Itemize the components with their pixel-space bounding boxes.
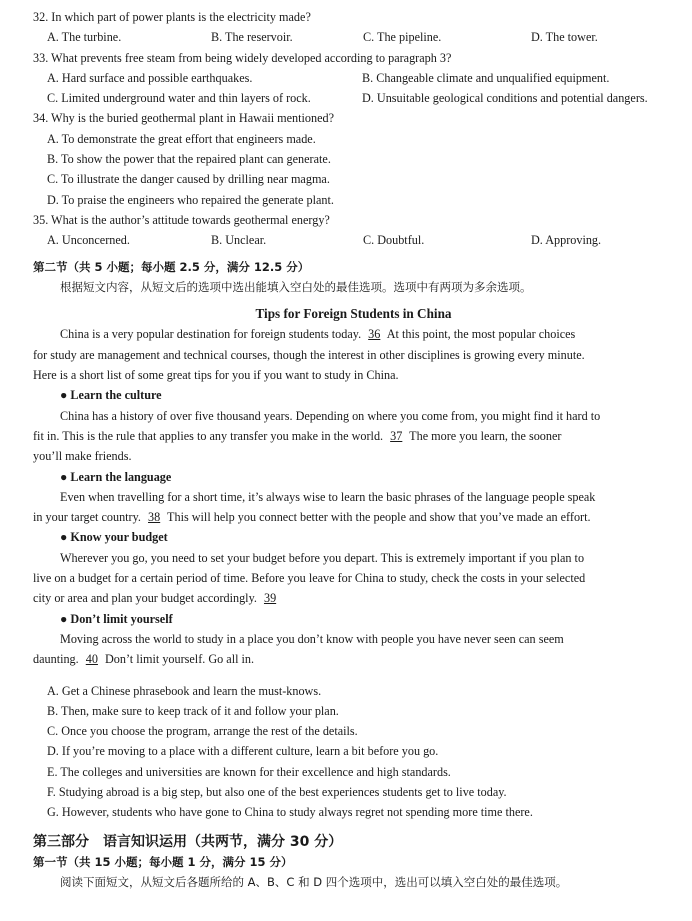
question-34-stem: 34. Why is the buried geothermal plant in Hawaii mentioned?: [33, 111, 334, 126]
passage-text: This will help you connect better with the people and show that you’ve made an effort.: [167, 510, 591, 525]
passage-paragraph-1-end: Here is a short list of some great tips for you if you want to study in China.: [33, 368, 399, 383]
passage-paragraph-5: Moving across the world to study in a place you don’t know with people you have never seen can seem: [60, 631, 564, 646]
tip-heading-limit: ● Don’t limit yourself: [60, 611, 173, 626]
passage-text: city or area and plan your budget accordingly.: [33, 591, 257, 606]
option-34-b: B. To show the power that the repaired plant can generate.: [47, 152, 331, 167]
option-32-a: A. The turbine.: [47, 30, 122, 45]
question-35-stem: 35. What is the author’s attitude towards geothermal energy?: [33, 212, 330, 227]
option-32-d: D. The tower.: [531, 30, 598, 45]
blank-38: 38: [148, 510, 161, 525]
question-33-stem: 33. What prevents free steam from being widely developed according to paragraph 3?: [33, 50, 452, 65]
passage-text: daunting.: [33, 652, 79, 667]
question-35-options: [33, 230, 674, 250]
section-2-heading: 第二节（共 5 小题；每小题 2.5 分，满分 12.5 分）: [33, 259, 310, 274]
passage-paragraph-2-cont: [33, 426, 674, 446]
passage-paragraph-3-cont: [33, 507, 674, 527]
passage-text: in your target country.: [33, 510, 141, 525]
passage-paragraph-4-cont: live on a budget for a certain period of time. Before you leave for China to study, check the costs in your selected: [33, 571, 586, 586]
passage-paragraph-4: Wherever you go, you need to set your budget before you depart. This is extremely important if you plan to: [60, 550, 585, 565]
option-35-c: C. Doubtful.: [363, 233, 425, 248]
part-3-instruction: 阅读下面短文，从短文后各题所给的 A、B、C 和 D 四个选项中，选出可以填入空白处的最佳选项。: [60, 875, 568, 890]
passage-paragraph-2-end: you’ll make friends.: [33, 449, 132, 464]
choice-c: C. Once you choose the program, arrange the rest of the details.: [47, 724, 358, 739]
part-3-subheading: 第一节（共 15 小题；每小题 1 分，满分 15 分）: [33, 854, 293, 869]
question-33-options-row1: [33, 68, 674, 88]
passage-text: The more you learn, the sooner: [409, 428, 562, 443]
question-33-options-row2: [33, 88, 674, 108]
passage-text: fit in. This is the rule that applies to any transfer you make in the world.: [33, 428, 384, 443]
option-33-c: C. Limited underground water and thin layers of rock.: [47, 91, 311, 106]
passage-paragraph-1: [33, 324, 674, 344]
passage-text: Don’t limit yourself. Go all in.: [104, 652, 255, 667]
blank-40: 40: [85, 652, 98, 667]
question-32-options: [33, 27, 674, 47]
option-34-a: A. To demonstrate the great effort that engineers made.: [47, 131, 316, 146]
passage-paragraph-2: China has a history of over five thousand years. Depending on where you come from, you might find it hard to: [60, 408, 601, 423]
tip-heading-language: ● Learn the language: [60, 469, 172, 484]
option-35-a: A. Unconcerned.: [47, 233, 130, 248]
option-34-c: C. To illustrate the danger caused by drilling near magma.: [47, 172, 330, 187]
choice-a: A. Get a Chinese phrasebook and learn the must-knows.: [47, 683, 322, 698]
blank-37: 37: [390, 428, 403, 443]
passage-text: China is a very popular destination for foreign students today.: [60, 327, 362, 342]
option-32-c: C. The pipeline.: [363, 30, 442, 45]
tip-heading-budget: ● Know your budget: [60, 530, 168, 545]
passage-paragraph-3: Even when travelling for a short time, it’s always wise to learn the basic phrases of the language people speak: [60, 489, 596, 504]
question-32-stem: 32. In which part of power plants is the electricity made?: [33, 10, 311, 24]
passage-text: for study are management and technical courses, though the interest in other disciplines is growing every minute.: [33, 347, 585, 362]
option-33-b: B. Changeable climate and unqualified equipment.: [362, 70, 610, 85]
part-3-heading: 第三部分 语言知识运用（共两节，满分 30 分）: [33, 833, 343, 850]
option-34-d: D. To praise the engineers who repaired the generate plant.: [47, 192, 334, 207]
option-33-a: A. Hard surface and possible earthquakes.: [47, 70, 253, 85]
passage-text: At this point, the most popular choices: [386, 327, 576, 342]
section-2-instruction: 根据短文内容，从短文后的选项中选出能填入空白处的最佳选项。选项中有两项为多余选项。: [60, 279, 532, 294]
choice-d: D. If you’re moving to a place with a different culture, learn a bit before you go.: [47, 744, 439, 759]
passage-paragraph-4-end: [33, 588, 674, 608]
blank-39: 39: [263, 591, 277, 606]
option-35-d: D. Approving.: [531, 233, 602, 248]
choice-b: B. Then, make sure to keep track of it and follow your plan.: [47, 703, 339, 718]
passage-paragraph-5-end: [33, 649, 674, 669]
option-35-b: B. Unclear.: [211, 233, 267, 248]
choice-g: G. However, students who have gone to China to study always regret not spending more time there.: [47, 805, 533, 820]
blank-36: 36: [368, 327, 381, 342]
passage-paragraph-1-cont: [33, 345, 674, 365]
choice-f: F. Studying abroad is a big step, but also one of the best experiences students get to live today.: [47, 784, 507, 799]
tip-heading-culture: ● Learn the culture: [60, 388, 162, 403]
option-32-b: B. The reservoir.: [211, 30, 293, 45]
passage-title: Tips for Foreign Students in China: [255, 306, 452, 322]
option-33-d: D. Unsuitable geological conditions and potential dangers.: [362, 91, 648, 106]
choice-e: E. The colleges and universities are known for their excellence and high standards.: [47, 764, 451, 779]
